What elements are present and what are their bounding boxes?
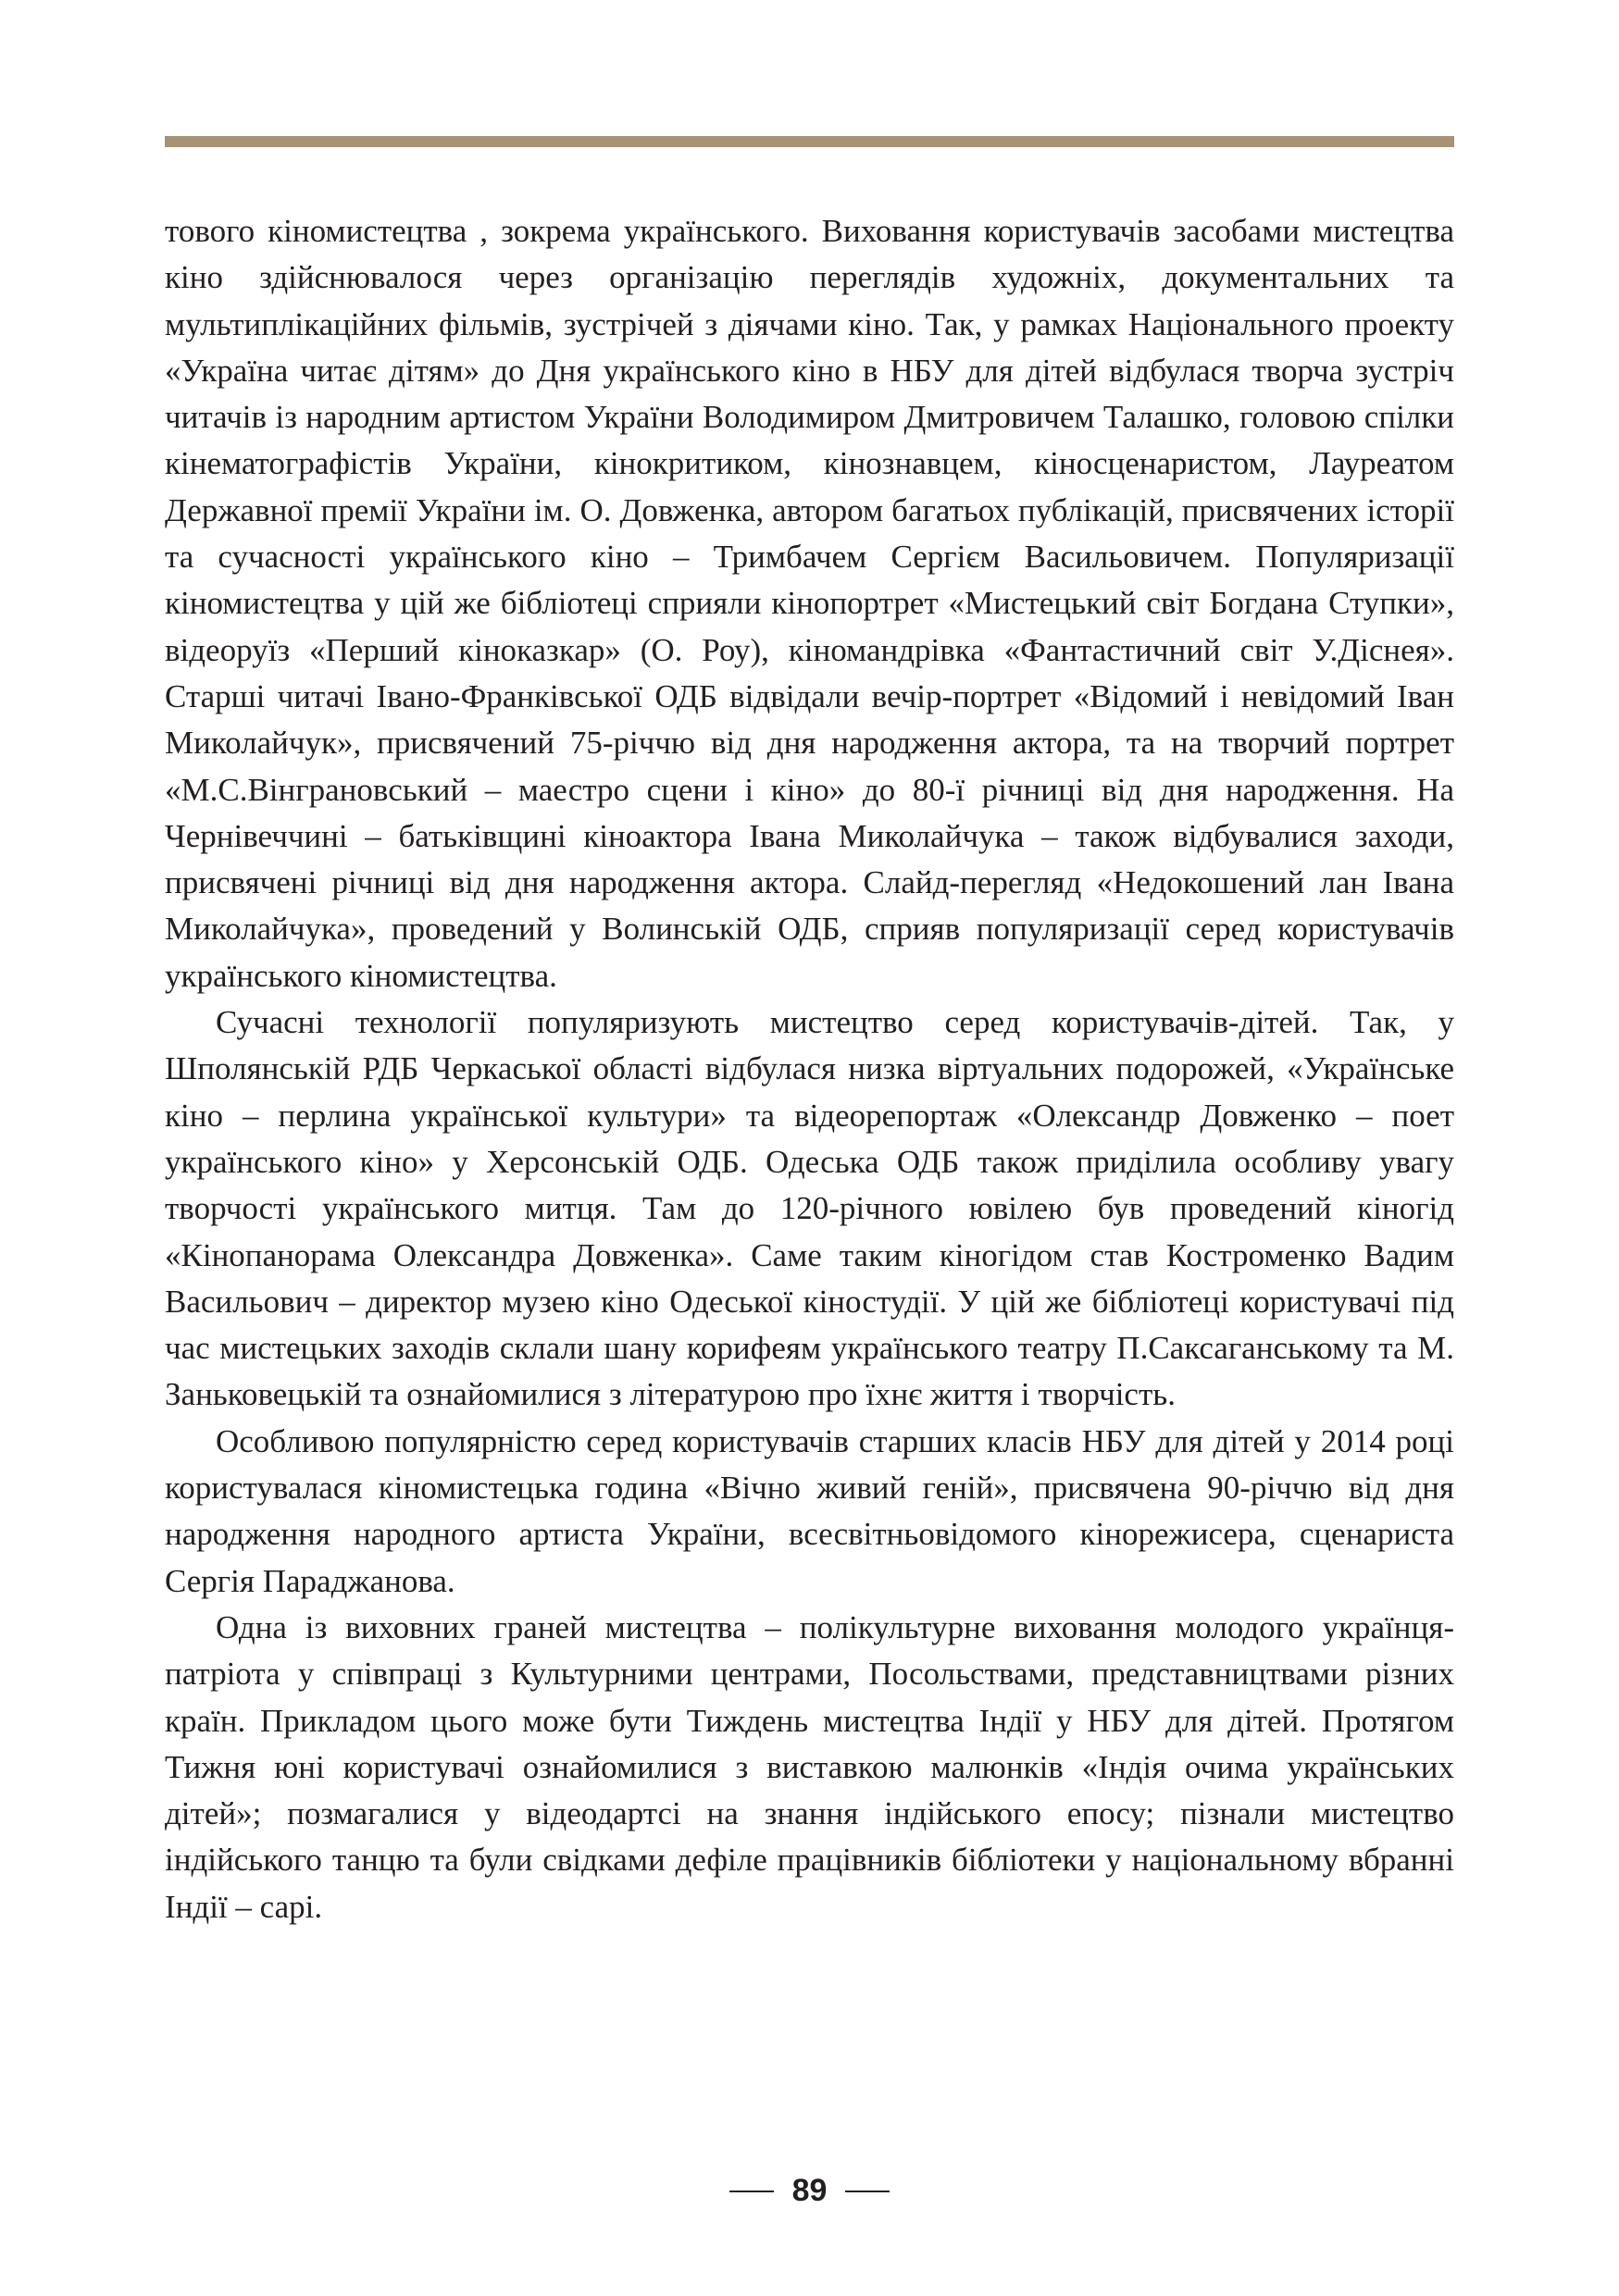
paragraph-1: тового кіномистецтва , зокрема українського. Виховання користувачів засобами мистецтва кіно здійснювалося через організацію переглядів художніх, документальних та мультиплікаційних фільмів, зустрічей з діячами кіно. Так, у рамках Національного проекту «Україна читає дітям» до Дня українського кіно в НБУ для дітей відбулася творча зустріч читачів із народним артистом України Володимиром Дмитровичем Талашко, головою спілки кінематографістів України, кінокритиком, кінознавцем, кіносценаристом, Лауреатом Державної премії України ім. О. Довженка, автором багатьох публікацій, присвячених історії та сучасності українського кіно – Тримбачем Сергієм Васильовичем. Популяризації кіномистецтва у цій же бібліотеці сприяли кінопортрет «Мистецький світ Богдана Ступки», відеоруїз «Перший кіноказкар» (О. Роу), кіномандрівка «Фантастичний світ У.Діснея». Старші читачі Івано-Франківської ОДБ відвідали вечір-портрет «Відомий і невідомий Іван Миколайчук», присвячений 75-річчю від дня народження актора, та на творчий портрет «М.С.Вінграновський – маестро сцени і кіно» до 80-ї річниці від дня народження. На Чернівеччині – батьківщині кіноактора Івана Миколайчука – також відбувалися заходи, присвячені річниці від дня народження актора. Слайд-перегляд «Недокошений лан Івана Миколайчука», проведений у Волинській ОДБ, сприяв популяризації серед користувачів українського кіномистецтва. (165, 213, 1454, 994)
paragraph-3: Особливою популярністю серед користувачів старших класів НБУ для дітей у 2014 році користувалася кіномистецька година «Вічно живий геній», присвячена 90-річчю від дня народження народного артиста України, всесвітньовідомого кінорежисера, сценариста Сергія Параджанова. (165, 1422, 1454, 1599)
page-number-right-rule (845, 2191, 890, 2192)
page-footer (0, 2173, 1619, 2209)
page-number-left-rule (729, 2191, 774, 2192)
paragraph-4: Одна із виховних граней мистецтва – полікультурне виховання молодого українця-патріота у співпраці з Культурними центрами, Посольствами, представництвами різних країн. Прикладом цього може бути Тиждень мистецтва Індії у НБУ для дітей. Протягом Тижня юні користувачі ознайомилися з виставкою малюнків «Індія очима українських дітей»; позмагалися у відеодартсі на знання індійського епосу; пізнали мистецтво індійського танцю та були свідками дефіле працівників бібліотеки у національному вбранні Індії – сарі. (165, 1608, 1454, 1925)
header-rule (165, 136, 1454, 147)
page-number: 89 (791, 2173, 828, 2208)
page-body (165, 208, 1454, 1930)
paragraph-2: Сучасні технології популяризують мистецтво серед користувачів-дітей. Так, у Шполянській РДБ Черкаської області відбулася низка віртуальних подорожей, «Українське кіно – перлина української культури» та відеорепортаж «Олександр Довженко – поет українського кіно» у Херсонській ОДБ. Одеська ОДБ також приділила особливу увагу творчості українського митця. Там до 120-річного ювілею був проведений кіногід «Кінопанорама Олександра Довженка». Саме таким кіногідом став Костроменко Вадим Васильович – директор музею кіно Одеської кіностудії. У цій же бібліотеці користувачі під час мистецьких заходів склали шану корифеям українського театру П.Саксаганському та М. Заньковецькій та ознайомилися з літературою про їхнє життя і творчість. (165, 1004, 1454, 1413)
